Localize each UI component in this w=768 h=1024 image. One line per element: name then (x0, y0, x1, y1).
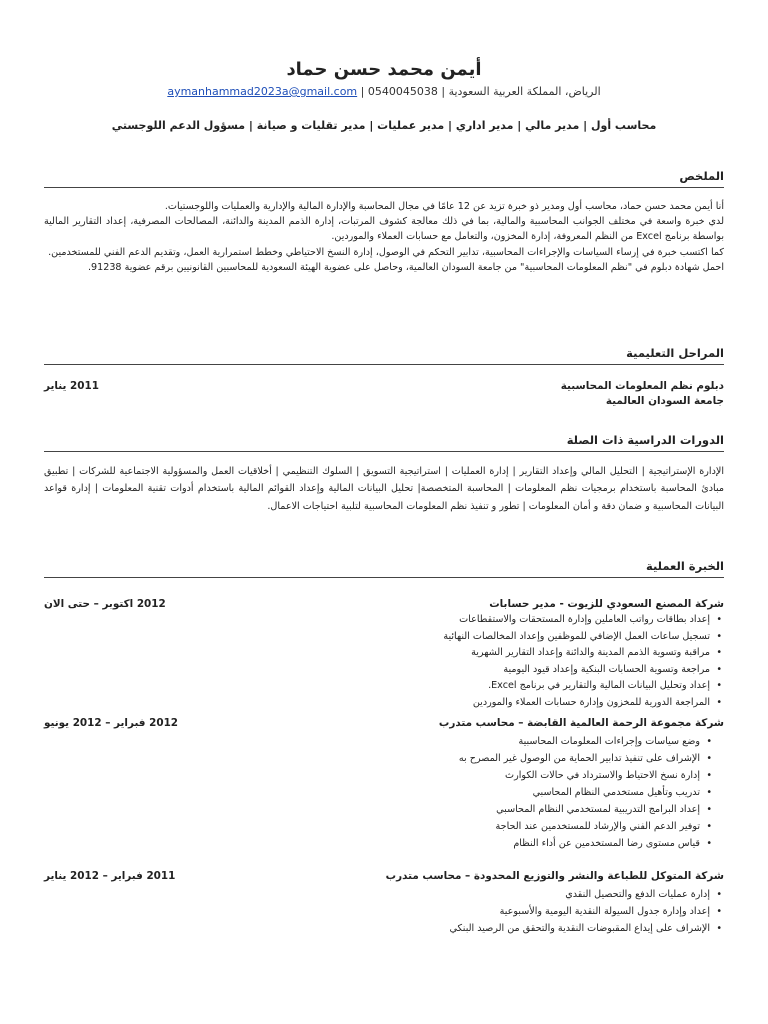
school-name: جامعة السودان العالمية (605, 395, 724, 407)
education-section (44, 345, 724, 408)
summary-paragraph: احمل شهادة دبلوم في "نظم المعلومات المحاسبية" من جامعة السودان العالمية، وحاصل على عضوية الهيئة السعودية للمحاسبين القانونيين برقم عضوية 91238. (87, 261, 724, 273)
summary-paragraph: لدي خبرة واسعة في مختلف الجوانب المحاسبية والمالية، بما في ذلك معالجة كشوف المرتبات، إدارة الذمم المدينة والدائنة، المصالحات المصرفية، إعداد التقارير المالية بواسطة برنامج Excel من النظم المعروفة، إدارة المخزون، والتعامل مع حسابات العملاء والموردين. (44, 216, 724, 243)
location: الرياض، المملكة العربية السعودية (448, 85, 601, 98)
duty-item: • تدريب وتأهيل مستخدمي النظام المحاسبي (44, 784, 724, 801)
job-date: 2012 اكتوبر – حتى الان (44, 598, 166, 610)
experience-heading: الخبرة العملية (44, 558, 724, 578)
education-date: 2011 يناير (44, 380, 99, 392)
separator: | (357, 85, 365, 98)
duty-item: • إدارة عمليات الدفع والتحصيل النقدي (44, 886, 724, 903)
courses-section (44, 432, 724, 515)
summary-paragraph: أنا أيمن محمد حسن حماد، محاسب أول ومدير ذو خبرة تزيد عن 12 عامًا في مجال المحاسبة والإدارة المالية والإدارية والعمليات واللوجستيات. (164, 201, 724, 212)
job-date: 2012 فبراير – 2012 يونيو (44, 717, 179, 729)
job-entry (44, 869, 724, 937)
duty-item: • الإشراف على إيداع المقبوضات النقدية والتحقق من الرصيد البنكي (44, 920, 724, 937)
duty-item: • إعداد البرامج التدريبية لمستخدمي النظام المحاسبي (44, 801, 724, 818)
summary-paragraph: كما اكتسب خبرة في إرساء السياسات والإجراءات المحاسبية، تدابير التحكم في الوصول، إدارة النسخ الاحتياطي وخطط استمرارية العمل، وتقديم الدعم الفني للمستخدمين. (48, 246, 724, 258)
duty-item: • مراجعة وتسوية الحسابات البنكية وإعداد قيود اليومية (44, 662, 724, 679)
courses-heading: الدورات الدراسية ذات الصلة (44, 432, 724, 452)
job-duties (44, 886, 724, 937)
summary-section (44, 168, 724, 275)
duty-item: • إدارة نسخ الاحتياط والاسترداد في حالات الكوارث (44, 767, 724, 784)
job-duties (44, 612, 724, 711)
job-entry (44, 716, 724, 852)
experience-section (44, 558, 724, 937)
job-titles: محاسب أول | مدير مالي | مدير اداري | مدير عمليات | مدير تقليات و صيانة | مسؤول الدعم اللوجستي (111, 119, 657, 132)
candidate-name: أيمن محمد حسن حماد (286, 59, 482, 80)
duty-item: • الإشراف على تنفيذ تدابير الحماية من الوصول غير المصرح به (44, 750, 724, 767)
job-title: شركة المصنع السعودي للزيوت - مدير حسابات (489, 598, 724, 610)
duty-item: • وضع سياسات وإجراءات المعلومات المحاسبية (44, 733, 724, 750)
degree-name: دبلوم نظم المعلومات المحاسبية (560, 380, 724, 392)
duty-item: • قياس مستوى رضا المستخدمين عن أداء النظام (44, 835, 724, 852)
email-link[interactable]: aymanhammad2023a@gmail.com (167, 85, 358, 98)
duty-item: • مراقبة وتسوية الذمم المدينة والدائنة وإعداد التقارير الشهرية (44, 645, 724, 662)
job-title: شركة مجموعة الرحمة العالمية القابضة – محاسب متدرب (438, 717, 724, 729)
resume-header (44, 58, 724, 134)
duty-item: • تسجيل ساعات العمل الإضافي للموظفين وإعداد المخالصات النهائية (44, 629, 724, 646)
education-heading: المراحل التعليمية (44, 345, 724, 365)
contact-line (44, 84, 724, 100)
job-title: شركة المتوكل للطباعة والنشر والتوزيع المحدودة – محاسب متدرب (385, 870, 724, 882)
duty-item: • إعداد بطاقات رواتب العاملين وإدارة المستحقات والاستقطاعات (44, 612, 724, 629)
phone-number: 0540045038 (367, 85, 438, 98)
job-date: 2011 فبراير – 2012 يناير (44, 870, 176, 882)
duty-item: • إعداد وإدارة جدول السيولة النقدية اليومية والأسبوعية (44, 903, 724, 920)
duty-item: • إعداد وتحليل البيانات المالية والتقارير في برنامج Excel. (44, 678, 724, 695)
courses-list: الإدارة الإستراتيجية | التحليل المالي وإعداد التقارير | إدارة العمليات | استراتيجية التسويق | السلوك التنظيمي | أخلاقيات العمل والمسؤولية الاجتماعية للشركات | تطبيق مبادئ المحاسبة باستخدام برمجيات نظم المعلومات | المحاسبة المتخصصة| تحليل البيانات المالية وإعداد القوائم المالية باستخدام أدوات تقنية المعلومات | إدارة قواعد البيانات المحاسبية و ضمان دقة و أمان المعلومات | تطور و تنفيذ نظم المعلومات المحاسبية لتلبية احتياجات الاعمال. (44, 466, 724, 512)
summary-heading: الملخص (44, 168, 724, 188)
separator: | (437, 85, 446, 98)
education-entry (44, 379, 724, 408)
duty-item: • المراجعة الدورية للمخزون وإدارة حسابات العملاء والموردين (44, 695, 724, 712)
job-duties (44, 733, 724, 852)
job-entry (44, 597, 724, 711)
duty-item: • توفير الدعم الفني والإرشاد للمستخدمين عند الحاجة (44, 818, 724, 835)
